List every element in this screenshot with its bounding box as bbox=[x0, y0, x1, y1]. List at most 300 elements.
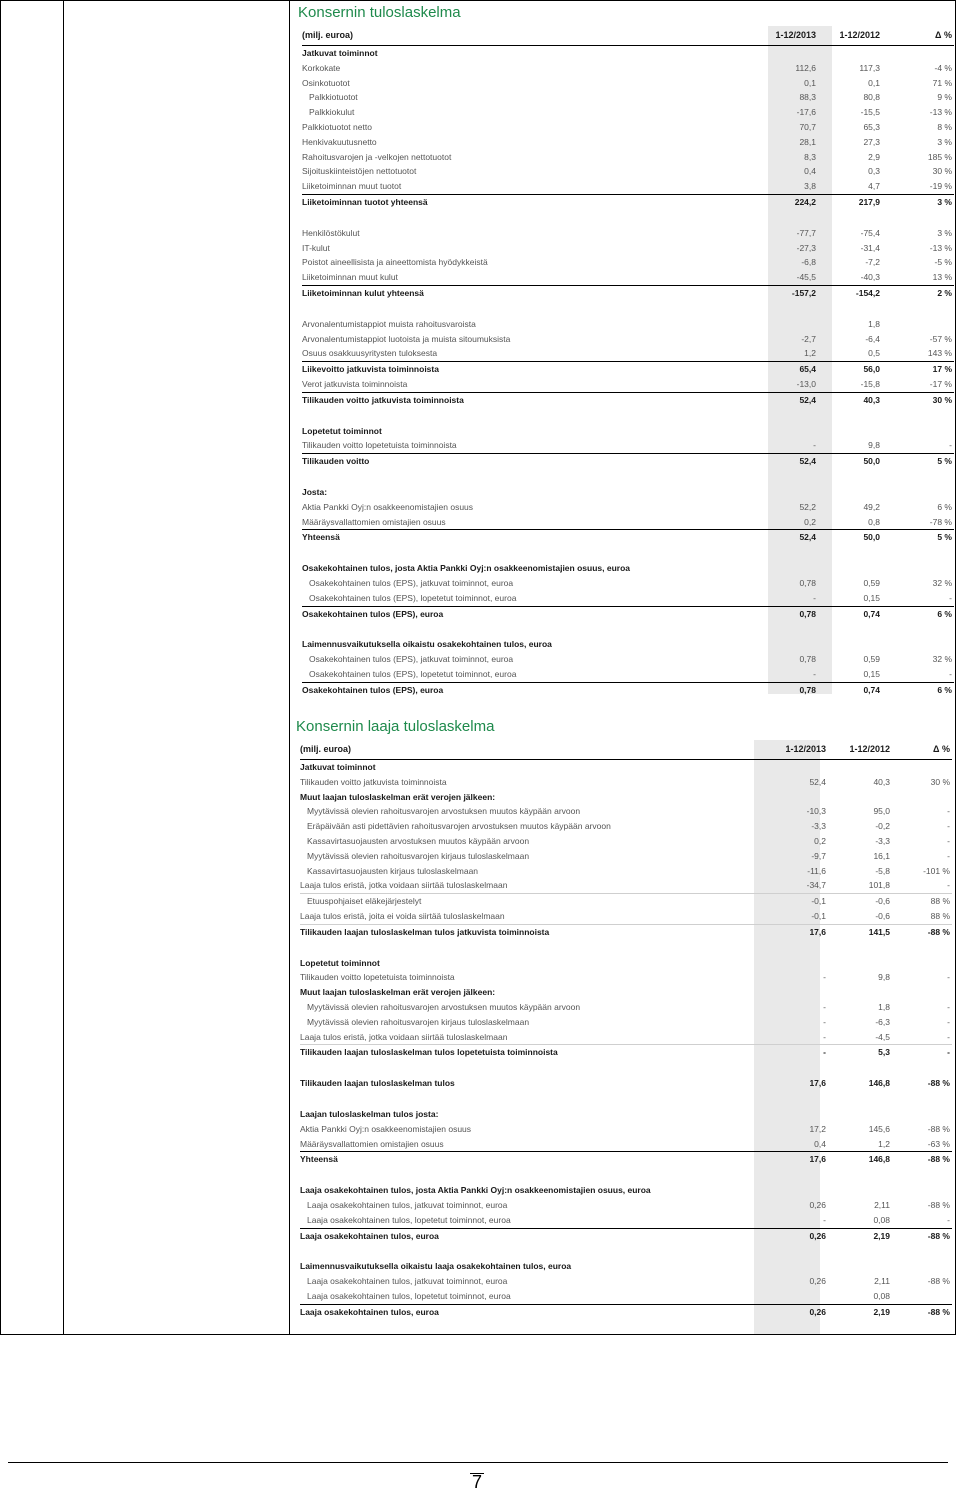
row-label: Tilikauden voitto lopetetuista toiminnoista bbox=[300, 972, 455, 983]
row-label: Arvonalentumistappiot luotoista ja muista sitoumuksista bbox=[302, 333, 511, 344]
row-label bbox=[300, 1091, 726, 1107]
value-delta: - bbox=[947, 821, 950, 832]
value-2012 bbox=[830, 1060, 894, 1076]
table-row bbox=[300, 1015, 952, 1030]
value-delta bbox=[884, 301, 954, 317]
value-2013: 0,78 bbox=[756, 682, 820, 697]
row-label: Liikevoitto jatkuvista toiminnoista bbox=[302, 362, 756, 377]
row-label: Tilikauden voitto bbox=[302, 454, 756, 469]
value-2013: 0,78 bbox=[756, 606, 820, 621]
value-2013: 17,6 bbox=[726, 1152, 830, 1167]
footer-rule bbox=[8, 1462, 948, 1463]
value-delta: 30 % bbox=[884, 392, 954, 407]
value-2013: 88,3 bbox=[799, 92, 816, 103]
value-delta: - bbox=[949, 440, 952, 451]
value-2013 bbox=[756, 637, 820, 652]
row-label: Laaja osakekohtainen tulos, jatkuvat toiminnot, euroa bbox=[307, 1276, 508, 1287]
value-2012: 146,8 bbox=[868, 1078, 890, 1089]
table-row bbox=[302, 241, 954, 256]
table-row bbox=[300, 864, 952, 879]
spacer-row bbox=[302, 210, 954, 226]
row-label: Myytävissä olevien rahoitusvarojen kirjaus tuloslaskelmaan bbox=[307, 1016, 530, 1027]
row-label: Määräysvallattomien omistajien osuus bbox=[300, 1138, 444, 1149]
header-unit-label: (milj. euroa) bbox=[302, 26, 756, 46]
value-delta: - bbox=[949, 668, 952, 679]
table-row bbox=[302, 392, 954, 407]
value-2012: 0,08 bbox=[873, 1214, 890, 1225]
row-label: Palkkiotuotot bbox=[309, 92, 358, 103]
table-row bbox=[300, 849, 952, 864]
row-label bbox=[302, 469, 756, 485]
table-header-row bbox=[302, 26, 954, 46]
value-2013 bbox=[756, 424, 820, 439]
table-row bbox=[302, 377, 954, 392]
value-2013: 65,4 bbox=[756, 362, 820, 377]
value-delta: -88 % bbox=[927, 1123, 950, 1134]
value-2012: 65,3 bbox=[863, 121, 880, 132]
row-label bbox=[302, 545, 756, 561]
value-delta: 3 % bbox=[937, 227, 952, 238]
value-2013: - bbox=[813, 592, 816, 603]
value-delta: 3 % bbox=[884, 194, 954, 209]
row-label: Tilikauden voitto jatkuvista toiminnoista bbox=[302, 392, 756, 407]
value-2012: 2,11 bbox=[874, 1276, 890, 1287]
value-2013: 0,78 bbox=[799, 577, 816, 588]
value-delta: 13 % bbox=[932, 272, 952, 283]
value-2012: -0,2 bbox=[875, 821, 890, 832]
value-delta: -19 % bbox=[929, 181, 952, 192]
row-label bbox=[300, 1167, 726, 1183]
value-delta: -101 % bbox=[923, 865, 950, 876]
value-2012: 0,08 bbox=[873, 1290, 890, 1301]
value-2013: 0,4 bbox=[804, 166, 816, 177]
value-delta bbox=[894, 1289, 952, 1304]
value-2013 bbox=[726, 1183, 830, 1198]
row-label: Liiketoiminnan muut tuotot bbox=[302, 181, 402, 192]
value-2013: 0,2 bbox=[804, 516, 816, 527]
value-2013: 52,4 bbox=[809, 776, 826, 787]
table-row bbox=[302, 90, 954, 105]
value-2012: -0,6 bbox=[875, 896, 890, 907]
value-delta bbox=[894, 1091, 952, 1107]
value-delta bbox=[894, 1243, 952, 1259]
value-delta: 32 % bbox=[932, 654, 952, 665]
value-2013: 0,26 bbox=[809, 1199, 826, 1210]
row-label: Eräpäivään asti pidettävien rahoitusvarojen arvostuksen muutos käypään arvoon bbox=[307, 821, 611, 832]
table-row bbox=[300, 924, 952, 939]
value-2013: -34,7 bbox=[726, 878, 830, 893]
table-row bbox=[300, 1030, 952, 1045]
row-label: Laimennusvaikutuksella oikaistu laaja osakekohtainen tulos, euroa bbox=[300, 1261, 572, 1272]
row-label: Laaja osakekohtainen tulos, lopetetut toiminnot, euroa bbox=[307, 1214, 511, 1225]
value-delta: -78 % bbox=[929, 516, 952, 527]
value-2013: -0,1 bbox=[726, 909, 830, 924]
row-label: Aktia Pankki Oyj:n osakkeenomistajien osuus bbox=[302, 501, 474, 512]
value-delta: 30 % bbox=[930, 776, 950, 787]
row-label: Jatkuvat toiminnot bbox=[300, 762, 376, 772]
value-delta bbox=[884, 469, 954, 485]
value-2012: 5,3 bbox=[878, 1047, 890, 1058]
row-label bbox=[302, 621, 756, 637]
value-delta: 6 % bbox=[884, 606, 954, 621]
value-2013: - bbox=[823, 1016, 826, 1027]
value-2012: -3,3 bbox=[875, 835, 890, 846]
value-delta: - bbox=[947, 850, 950, 861]
table-row bbox=[302, 226, 954, 241]
value-2013 bbox=[756, 621, 820, 637]
value-delta bbox=[884, 424, 954, 439]
value-2013: 3,8 bbox=[804, 181, 816, 192]
row-label: Laimennusvaikutuksella oikaistu osakekohtainen tulos, euroa bbox=[302, 639, 552, 650]
value-delta: 5 % bbox=[884, 530, 954, 545]
value-2012 bbox=[820, 301, 884, 317]
value-2013: - bbox=[726, 1030, 830, 1045]
table-row bbox=[302, 285, 954, 300]
row-label: Henkilöstökulut bbox=[302, 227, 360, 238]
value-delta: 143 % bbox=[927, 348, 952, 359]
value-2013: 0,2 bbox=[814, 835, 826, 846]
table-row bbox=[302, 105, 954, 120]
value-delta bbox=[894, 1167, 952, 1183]
value-2012: -40,3 bbox=[860, 272, 880, 283]
spacer-row bbox=[300, 1060, 952, 1076]
row-label: Osakekohtainen tulos, josta Aktia Pankki Oyj:n osakkeenomistajien osuus, euroa bbox=[302, 563, 630, 574]
value-2013: -13,0 bbox=[796, 378, 816, 389]
row-label: Laajan tuloslaskelman tulos josta: bbox=[300, 1108, 439, 1119]
value-2012: 40,3 bbox=[873, 776, 890, 787]
value-2013: 0,26 bbox=[726, 1228, 830, 1243]
header-col-2012: 1-12/2012 bbox=[820, 26, 884, 46]
table-row bbox=[302, 438, 954, 453]
value-2013 bbox=[726, 1060, 830, 1076]
value-2013 bbox=[726, 760, 830, 775]
table-row bbox=[300, 1152, 952, 1167]
value-2013: -3,3 bbox=[811, 821, 826, 832]
row-label: Etuuspohjaiset eläkejärjestelyt bbox=[307, 896, 422, 907]
row-label: Yhteensä bbox=[302, 530, 756, 545]
row-label: Tilikauden laajan tuloslaskelman tulos bbox=[300, 1078, 455, 1089]
value-delta: 3 % bbox=[937, 136, 952, 147]
table-row bbox=[302, 485, 954, 500]
value-2013 bbox=[726, 1091, 830, 1107]
table-row bbox=[302, 120, 954, 135]
value-2012: 2,9 bbox=[868, 151, 880, 162]
value-2012: 9,8 bbox=[868, 440, 880, 451]
value-delta bbox=[884, 637, 954, 652]
table-row bbox=[302, 561, 954, 576]
row-label bbox=[300, 940, 726, 956]
value-delta bbox=[894, 985, 952, 1000]
value-2013: -45,5 bbox=[796, 272, 816, 283]
value-2013: 52,4 bbox=[756, 392, 820, 407]
table-row bbox=[302, 576, 954, 591]
table-row bbox=[302, 135, 954, 150]
value-delta bbox=[894, 1060, 952, 1076]
table-row bbox=[300, 1122, 952, 1137]
table-row bbox=[300, 1274, 952, 1289]
value-delta: 2 % bbox=[884, 285, 954, 300]
table-row bbox=[302, 194, 954, 209]
value-delta: 6 % bbox=[884, 682, 954, 697]
value-2013 bbox=[726, 956, 830, 971]
value-2013: 0,4 bbox=[814, 1138, 826, 1149]
value-2012: -15,5 bbox=[860, 107, 880, 118]
table-row bbox=[300, 956, 952, 971]
table-row bbox=[302, 424, 954, 439]
value-2013: 70,7 bbox=[799, 121, 816, 132]
value-2013 bbox=[756, 545, 820, 561]
table-row bbox=[300, 804, 952, 819]
value-2013: 28,1 bbox=[799, 136, 816, 147]
row-label bbox=[300, 1060, 726, 1076]
value-delta: 8 % bbox=[937, 121, 952, 132]
value-2012 bbox=[830, 1259, 894, 1274]
value-2012: 0,74 bbox=[820, 606, 884, 621]
value-delta: - bbox=[947, 806, 950, 817]
value-2012: 2,19 bbox=[830, 1304, 894, 1319]
value-delta bbox=[884, 46, 954, 61]
value-2013 bbox=[756, 46, 820, 61]
row-label: Myytävissä olevien rahoitusvarojen arvostuksen muutos käypään arvoon bbox=[307, 1001, 581, 1012]
value-2012 bbox=[830, 956, 894, 971]
value-2013: 0,26 bbox=[726, 1304, 830, 1319]
value-2012: -0,6 bbox=[830, 909, 894, 924]
value-2012: 80,8 bbox=[863, 92, 880, 103]
value-delta bbox=[884, 621, 954, 637]
value-delta: 9 % bbox=[937, 92, 952, 103]
value-2012 bbox=[820, 408, 884, 424]
value-delta: -88 % bbox=[894, 1304, 952, 1319]
row-label: Osakekohtainen tulos (EPS), lopetetut toiminnot, euroa bbox=[309, 592, 517, 603]
value-2012: 0,74 bbox=[820, 682, 884, 697]
table-row bbox=[302, 652, 954, 667]
value-delta: 88 % bbox=[930, 896, 950, 907]
value-delta: 30 % bbox=[932, 166, 952, 177]
row-label: Lopetetut toiminnot bbox=[302, 425, 382, 436]
value-2013: -17,6 bbox=[796, 107, 816, 118]
table-row bbox=[300, 985, 952, 1000]
value-2012: -6,3 bbox=[875, 1016, 890, 1027]
value-2013 bbox=[756, 485, 820, 500]
value-2012: 145,6 bbox=[868, 1123, 890, 1134]
value-2013: 52,2 bbox=[799, 501, 816, 512]
value-2013 bbox=[756, 408, 820, 424]
row-label: Laaja osakekohtainen tulos, josta Aktia Pankki Oyj:n osakkeenomistajien osuus, euroa bbox=[300, 1185, 651, 1196]
row-label: Arvonalentumistappiot muista rahoitusvaroista bbox=[302, 318, 476, 329]
table-row bbox=[300, 1000, 952, 1015]
value-delta bbox=[884, 561, 954, 576]
row-label: Rahoitusvarojen ja -velkojen nettotuotot bbox=[302, 151, 452, 162]
table-row bbox=[300, 1045, 952, 1060]
table-row bbox=[300, 1183, 952, 1198]
value-delta: - bbox=[947, 1016, 950, 1027]
value-2012: 50,0 bbox=[820, 454, 884, 469]
spacer-row bbox=[300, 1243, 952, 1259]
row-label: Osakekohtainen tulos (EPS), lopetetut toiminnot, euroa bbox=[309, 668, 517, 679]
income-statement-section bbox=[290, 0, 956, 697]
income-statement-table bbox=[302, 26, 954, 697]
value-2013: - bbox=[813, 668, 816, 679]
value-delta: 17 % bbox=[884, 362, 954, 377]
spacer-row bbox=[300, 940, 952, 956]
table-row bbox=[300, 1137, 952, 1152]
value-2012: -5,8 bbox=[875, 865, 890, 876]
row-label: Myytävissä olevien rahoitusvarojen kirjaus tuloslaskelmaan bbox=[307, 850, 530, 861]
value-2013: -0,1 bbox=[811, 896, 826, 907]
value-delta: - bbox=[947, 1214, 950, 1225]
value-2013: -9,7 bbox=[811, 850, 826, 861]
table-row bbox=[302, 606, 954, 621]
row-label: Korkokate bbox=[302, 62, 341, 73]
spacer-row bbox=[302, 469, 954, 485]
table-row bbox=[302, 667, 954, 682]
comprehensive-statement-section bbox=[290, 714, 956, 1320]
page-number: 7 bbox=[471, 1472, 482, 1492]
value-delta: -13 % bbox=[929, 242, 952, 253]
row-label: Henkivakuutusnetto bbox=[302, 136, 377, 147]
value-2013 bbox=[726, 940, 830, 956]
value-2013: - bbox=[823, 972, 826, 983]
value-2013 bbox=[756, 210, 820, 226]
value-2013: 52,4 bbox=[756, 454, 820, 469]
table-row bbox=[300, 1107, 952, 1122]
value-delta bbox=[894, 790, 952, 805]
table-row bbox=[302, 515, 954, 530]
spacer-row bbox=[302, 545, 954, 561]
value-delta: -13 % bbox=[929, 107, 952, 118]
value-2012 bbox=[820, 637, 884, 652]
value-2013: -10,3 bbox=[806, 806, 826, 817]
row-label bbox=[300, 1243, 726, 1259]
row-label: Liiketoiminnan muut kulut bbox=[302, 272, 398, 283]
value-2013: 1,2 bbox=[804, 348, 816, 359]
value-delta: -5 % bbox=[934, 257, 952, 268]
row-label: Kassavirtasuojausten kirjaus tuloslaskelmaan bbox=[307, 865, 479, 876]
table-row bbox=[302, 179, 954, 194]
row-label: Laaja tulos eristä, jotka voidaan siirtää tuloslaskelmaan bbox=[300, 1030, 726, 1045]
value-2012: 101,8 bbox=[830, 878, 894, 893]
table-row bbox=[300, 1289, 952, 1304]
value-2012: 0,59 bbox=[863, 654, 880, 665]
value-delta: 6 % bbox=[937, 501, 952, 512]
table-row bbox=[302, 346, 954, 361]
value-delta bbox=[884, 545, 954, 561]
value-2012 bbox=[830, 940, 894, 956]
row-label: Palkkiokulut bbox=[309, 107, 355, 118]
value-2012: 4,7 bbox=[868, 181, 880, 192]
row-label: Laaja osakekohtainen tulos, euroa bbox=[300, 1304, 726, 1319]
value-delta: - bbox=[949, 592, 952, 603]
row-label: Lopetetut toiminnot bbox=[300, 957, 380, 968]
value-delta: - bbox=[947, 972, 950, 983]
row-label: Palkkiotuotot netto bbox=[302, 121, 372, 132]
table-row bbox=[302, 530, 954, 545]
value-delta: -88 % bbox=[894, 1152, 952, 1167]
value-delta: - bbox=[947, 1001, 950, 1012]
value-2012 bbox=[820, 621, 884, 637]
row-label: Liiketoiminnan tuotot yhteensä bbox=[302, 194, 756, 209]
value-delta: -17 % bbox=[929, 378, 952, 389]
value-2013 bbox=[726, 790, 830, 805]
value-delta: 5 % bbox=[884, 454, 954, 469]
value-2012 bbox=[830, 1167, 894, 1183]
value-2012 bbox=[820, 469, 884, 485]
value-2012: 0,59 bbox=[863, 577, 880, 588]
value-2013 bbox=[726, 1243, 830, 1259]
table-row bbox=[300, 1259, 952, 1274]
value-2012: 0,3 bbox=[868, 166, 880, 177]
row-label: Tilikauden laajan tuloslaskelman tulos lopetetuista toiminnoista bbox=[300, 1047, 558, 1058]
row-label: Josta: bbox=[302, 486, 328, 497]
value-delta: - bbox=[947, 835, 950, 846]
table-row bbox=[302, 46, 954, 61]
table-row bbox=[302, 637, 954, 652]
row-label: Osinkotuotot bbox=[302, 77, 350, 88]
value-2012: 1,2 bbox=[878, 1138, 890, 1149]
value-2012 bbox=[820, 424, 884, 439]
value-2012: 117,3 bbox=[859, 62, 880, 73]
value-delta bbox=[894, 1107, 952, 1122]
value-delta: -57 % bbox=[929, 333, 952, 344]
value-2013: - bbox=[813, 440, 816, 451]
value-2013: -77,7 bbox=[796, 227, 816, 238]
row-label: Laaja osakekohtainen tulos, euroa bbox=[300, 1228, 726, 1243]
row-label: Myytävissä olevien rahoitusvarojen arvostuksen muutos käypään arvoon bbox=[307, 806, 581, 817]
value-delta: -88 % bbox=[927, 1276, 950, 1287]
spacer-row bbox=[302, 621, 954, 637]
value-2013: - bbox=[823, 1047, 826, 1058]
value-delta bbox=[894, 1259, 952, 1274]
value-2012: 0,15 bbox=[863, 668, 880, 679]
value-2013: - bbox=[823, 1001, 826, 1012]
value-delta: -88 % bbox=[927, 926, 950, 937]
value-delta: -63 % bbox=[927, 1138, 950, 1149]
row-label: Laaja osakekohtainen tulos, lopetetut toiminnot, euroa bbox=[307, 1290, 511, 1301]
value-2013: -11,6 bbox=[807, 865, 826, 876]
value-2013 bbox=[726, 1289, 830, 1304]
spacer-row bbox=[300, 1167, 952, 1183]
header-col-delta: Δ % bbox=[894, 740, 952, 760]
row-label: Osakekohtainen tulos (EPS), jatkuvat toiminnot, euroa bbox=[309, 654, 514, 665]
value-2012 bbox=[830, 1107, 894, 1122]
value-delta bbox=[894, 1183, 952, 1198]
table-row bbox=[302, 270, 954, 285]
value-delta: 185 % bbox=[927, 151, 952, 162]
value-2013: -2,7 bbox=[801, 333, 816, 344]
table-row bbox=[300, 1213, 952, 1228]
value-2012: 1,8 bbox=[868, 318, 880, 329]
content-area bbox=[290, 0, 956, 1335]
row-label bbox=[302, 408, 756, 424]
value-2013: 17,2 bbox=[809, 1123, 826, 1134]
table-row bbox=[300, 894, 952, 909]
value-2013 bbox=[756, 317, 820, 332]
table-row bbox=[302, 61, 954, 76]
value-delta bbox=[884, 408, 954, 424]
value-delta bbox=[894, 956, 952, 971]
value-2013 bbox=[756, 561, 820, 576]
value-2013: - bbox=[823, 1214, 826, 1225]
row-label: Osuus osakkuusyritysten tuloksesta bbox=[302, 348, 438, 359]
row-label: Liiketoiminnan kulut yhteensä bbox=[302, 285, 756, 300]
row-label: Jatkuvat toiminnot bbox=[302, 48, 378, 58]
value-2012 bbox=[820, 545, 884, 561]
table-row bbox=[302, 332, 954, 347]
value-delta bbox=[894, 940, 952, 956]
value-2012: 40,3 bbox=[820, 392, 884, 407]
table-row bbox=[302, 682, 954, 697]
value-2012: 217,9 bbox=[820, 194, 884, 209]
